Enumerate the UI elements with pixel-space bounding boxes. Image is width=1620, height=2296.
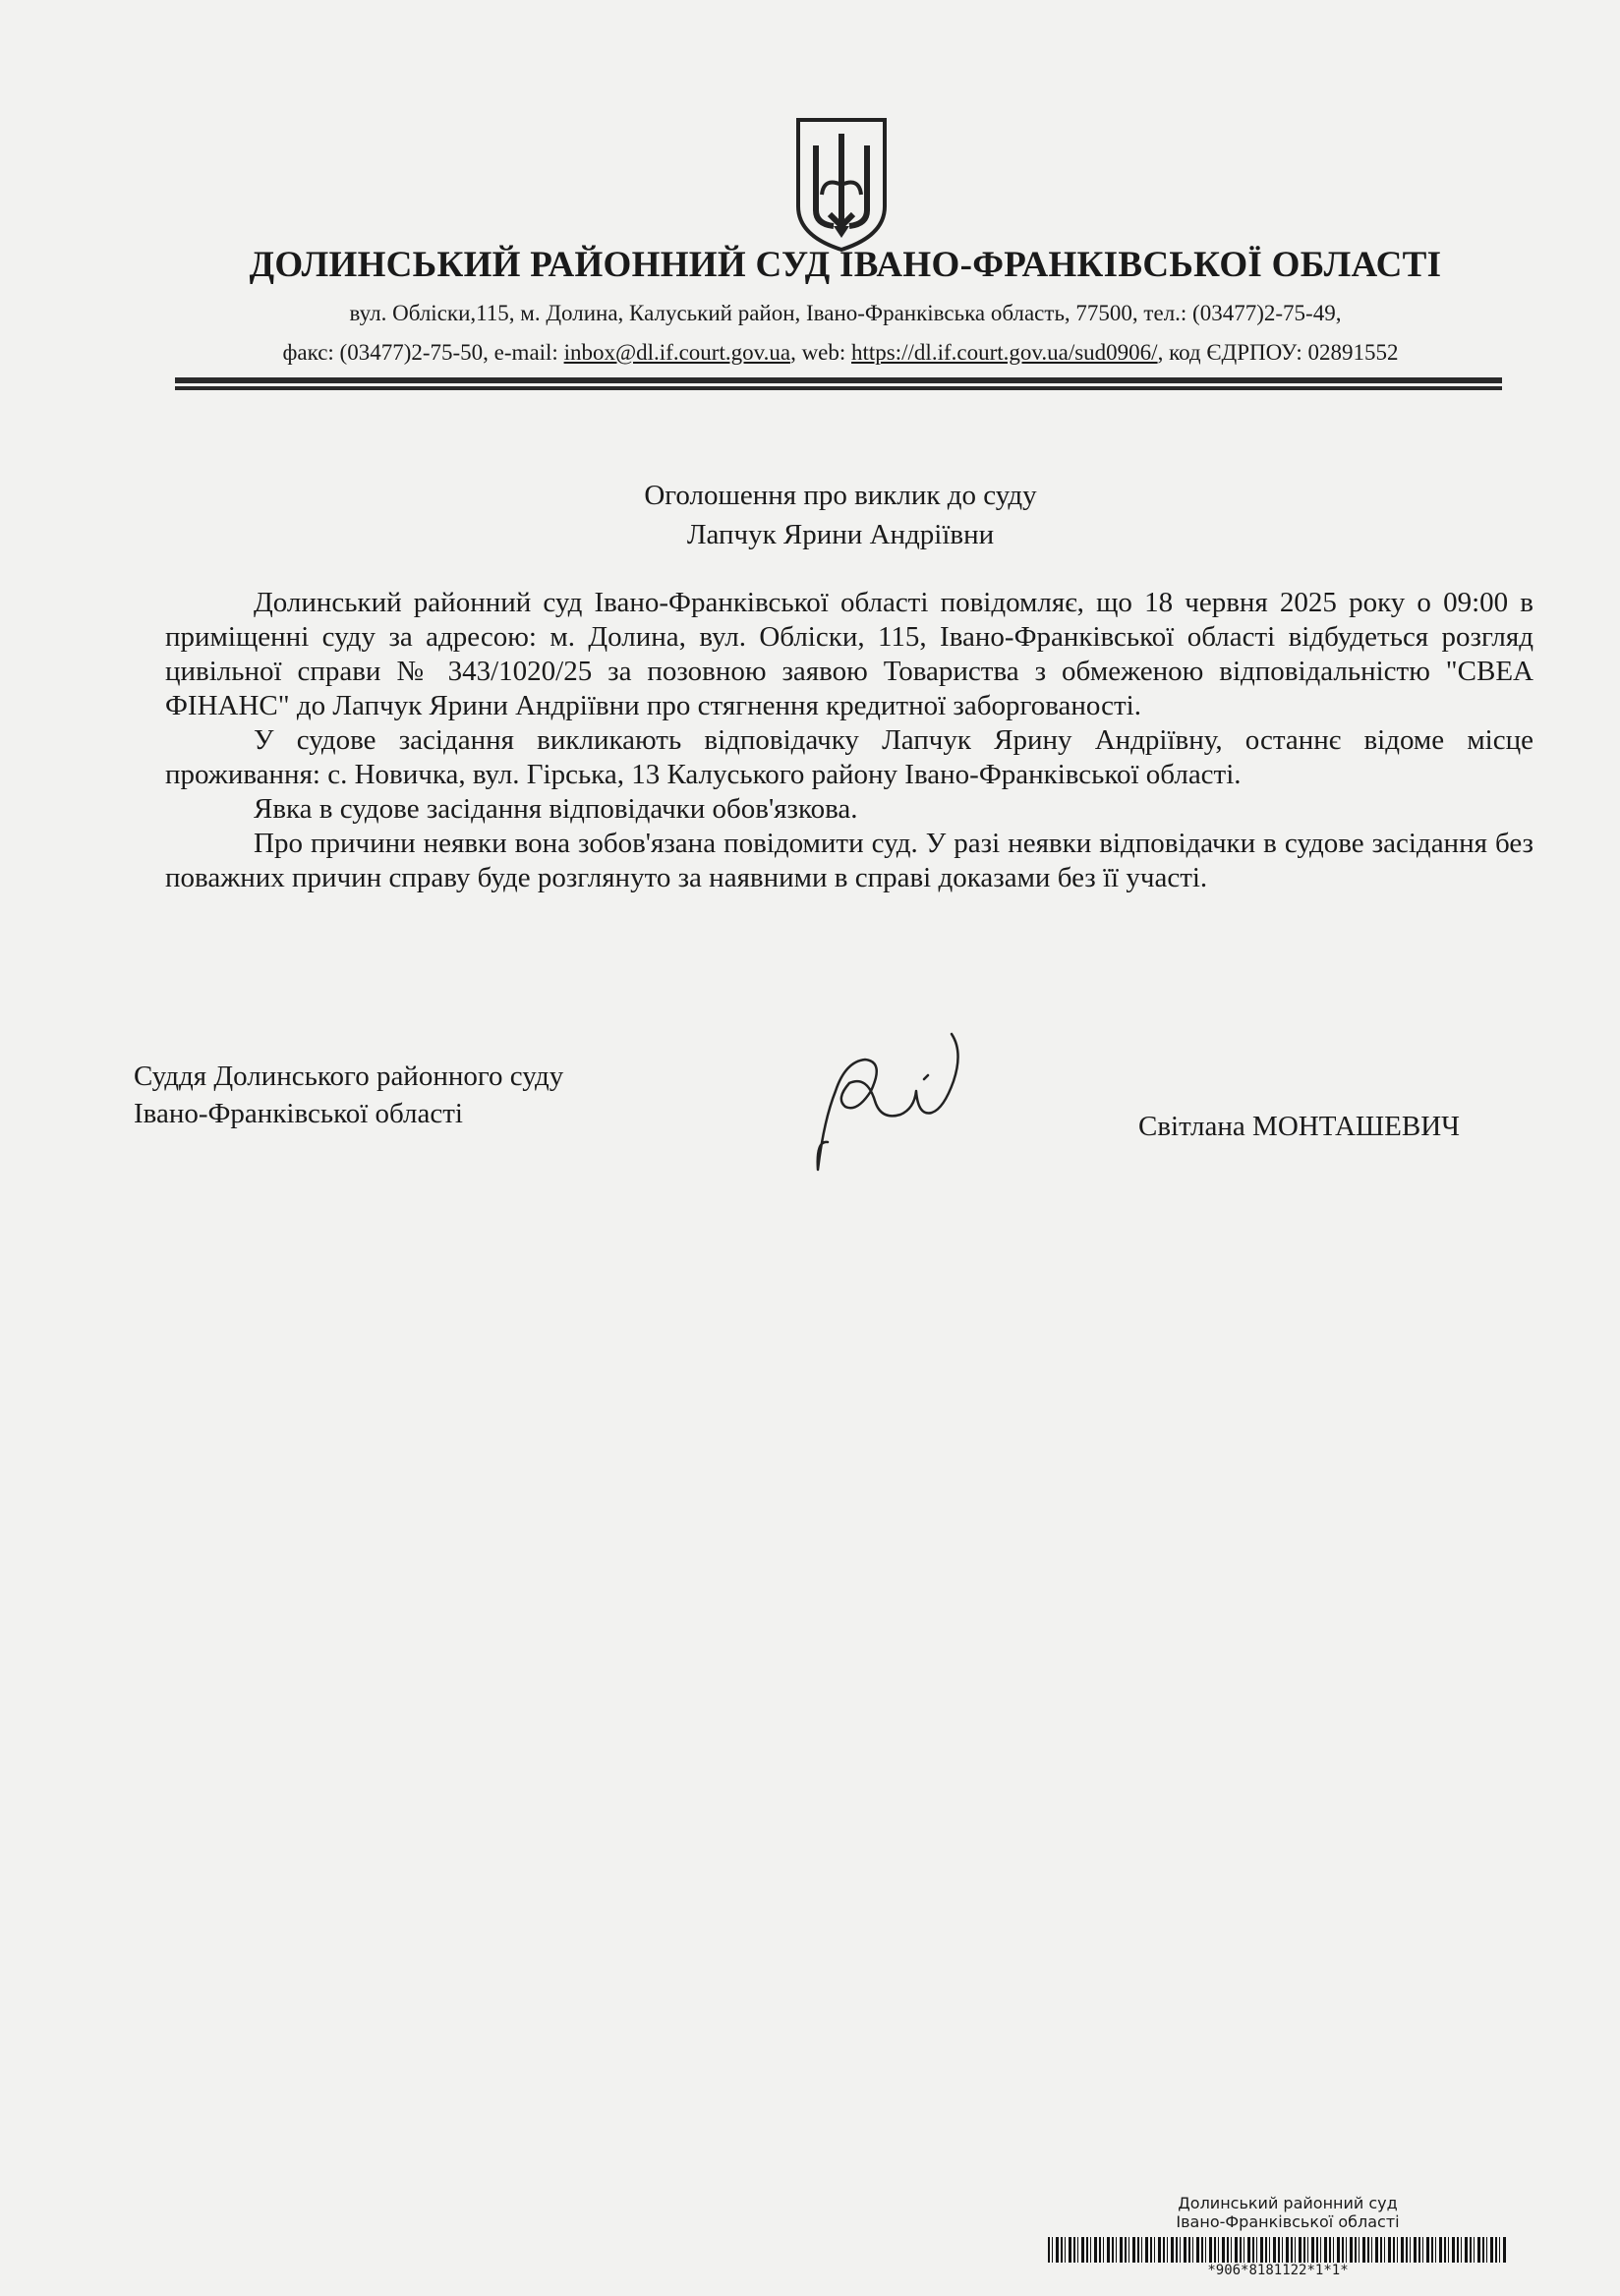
paragraph-consequences: Про причини неявки вона зобов'язана повідомити суд. У разі неявки відповідачки в судове засідання без поважних причин справу буде розглянуто за наявними в справі доказами без її участі. (165, 828, 1533, 893)
registry-stamp (1042, 2194, 1533, 2231)
notice-addressee: Лапчук Ярини Андріївни (686, 519, 995, 550)
fax-label: факс: (03477)2-75-50, e-mail: (282, 340, 564, 365)
court-name: ДОЛИНСЬКИЙ РАЙОННИЙ СУД ІВАНО-ФРАНКІВСЬКОЇ ОБЛАСТІ (249, 245, 1442, 285)
paragraph-hearing: Долинський районний суд Івано-Франківської області повідомляє, що 18 червня 2025 року о 09:00 в приміщенні суду за адресою: м. Долина, вул. Обліски, 115, Івано-Франківської області відбудеться розгляд цивільної справи № 343/1020/25 за позовною заявою Товариства з обмеженою відповідальністю "СВЕА ФІНАНС" до Лапчук Ярини Андріївни про стягнення кредитної заборгованості. (165, 587, 1533, 721)
signature-icon (806, 1022, 983, 1179)
barcode-icon (1048, 2237, 1508, 2263)
paragraph-attendance: Явка в судове засідання відповідачки обов'язкова. (254, 793, 858, 825)
notice-body (165, 586, 1533, 895)
web-label: , web: (790, 340, 852, 365)
court-contacts (221, 340, 1460, 366)
email-link[interactable]: inbox@dl.if.court.gov.ua (563, 340, 791, 365)
judge-position-line2: Івано-Франківської області (134, 1098, 463, 1129)
court-address: вул. Обліски,115, м. Долина, Калуський район, Івано-Франківська область, 77500, тел.: (03477)2-75-49, (349, 301, 1342, 325)
paragraph-summons: У судове засідання викликають відповідачку Лапчук Ярину Андріївну, останнє відоме місце проживання: с. Новичка, вул. Гірська, 13 Калуського району Івано-Франківської області. (165, 724, 1533, 790)
judge-position-line1: Суддя Долинського районного суду (134, 1061, 564, 1092)
barcode-number: *906*8181122*1*1* (1207, 2263, 1349, 2278)
web-link[interactable]: https://dl.if.court.gov.ua/sud0906/ (851, 340, 1158, 365)
notice-title: Оголошення про виклик до суду (644, 480, 1037, 511)
judge-position (134, 1058, 563, 1132)
stamp-line1: Долинський районний суд (1178, 2194, 1398, 2212)
coat-of-arms-icon (794, 116, 889, 254)
stamp-line2: Івано-Франківської області (1176, 2212, 1400, 2231)
judge-name: Світлана МОНТАШЕВИЧ (1138, 1111, 1461, 1142)
header-divider-thin (175, 386, 1502, 390)
header-divider-thick (175, 377, 1502, 383)
edrpou-code: , код ЄДРПОУ: 02891552 (1157, 340, 1399, 365)
